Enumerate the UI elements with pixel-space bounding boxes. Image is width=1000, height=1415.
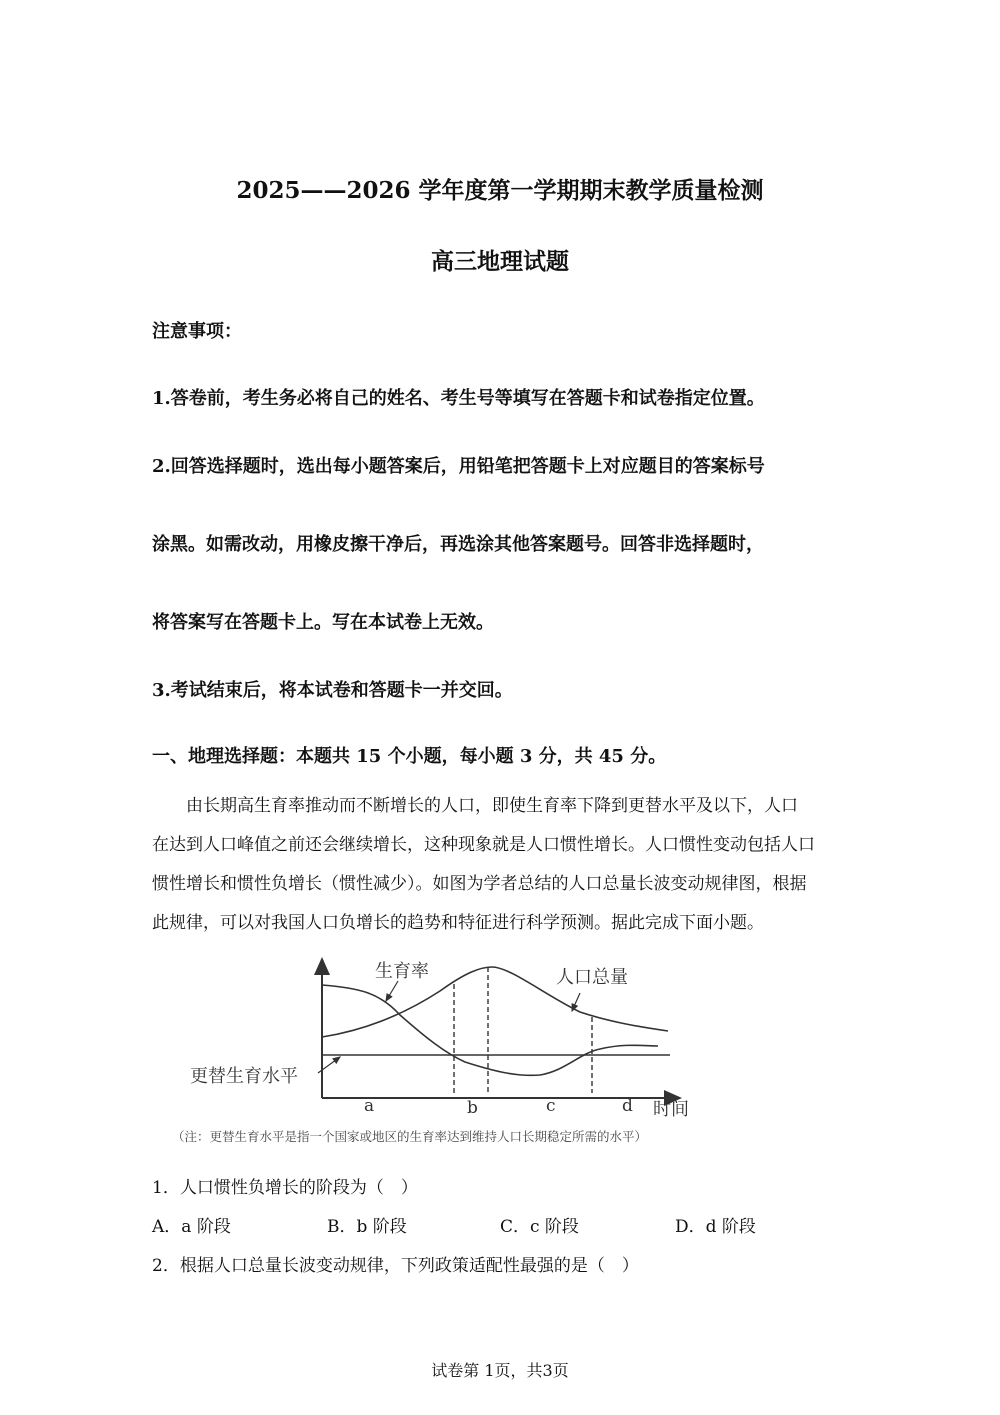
notice-item-2-line-2: 涂黑。如需改动，用橡皮擦干净后，再选涂其他答案题号。回答非选择题时，: [152, 534, 764, 555]
exam-subtitle: 高三地理试题: [431, 248, 569, 275]
notice-item-1: 1.答卷前，考生务必将自己的姓名、考生号等填写在答题卡和试卷指定位置。: [152, 388, 765, 409]
population-label: 人口总量: [556, 967, 628, 988]
stage-b-label: b: [467, 1098, 478, 1118]
page-footer: 试卷第 1页，共3页: [431, 1361, 569, 1380]
notice-item-3: 3.考试结束后，将本试卷和答题卡一并交回。: [152, 680, 513, 701]
passage-line-4: 此规律，可以对我国人口负增长的趋势和特征进行科学预测。据此完成下面小题。: [152, 913, 764, 933]
exam-title: 2025——2026 学年度第一学期期末教学质量检测: [236, 177, 764, 204]
question-2: 2．根据人口总量长波变动规律，下列政策适配性最强的是（ ）: [152, 1256, 639, 1276]
notice-item-2-line-1: 2.回答选择题时，选出每小题答案后，用铅笔把答题卡上对应题目的答案标号: [152, 456, 765, 477]
passage-line-2: 在达到人口峰值之前还会继续增长，这种现象就是人口惯性增长。人口惯性变动包括人口: [152, 835, 815, 855]
notice-item-2-line-3: 将答案写在答题卡上。写在本试卷上无效。: [152, 612, 494, 633]
passage-line-1: 由长期高生育率推动而不断增长的人口，即使生育率下降到更替水平及以下，人口: [186, 796, 798, 816]
birth-rate-curve: [322, 985, 658, 1075]
q1-option-d: D．d 阶段: [675, 1217, 756, 1237]
time-axis-label: 时间: [653, 1099, 689, 1120]
passage-line-3: 惯性增长和惯性负增长（惯性减少）。如图为学者总结的人口总量长波变动规律图，根据: [152, 874, 807, 894]
population-pointer: [572, 993, 580, 1011]
population-wave-diagram: [0, 945, 1000, 1155]
birth-rate-label: 生育率: [375, 961, 429, 982]
stage-a-label: a: [364, 1096, 375, 1116]
q1-option-b: B．b 阶段: [327, 1217, 407, 1237]
notice-heading: 注意事项：: [152, 321, 242, 342]
question-1: 1．人口惯性负增长的阶段为（ ）: [152, 1178, 418, 1198]
q1-option-c: C．c 阶段: [500, 1217, 579, 1237]
q1-option-a: A．a 阶段: [152, 1217, 231, 1237]
stage-c-label: c: [546, 1096, 556, 1116]
section-heading: 一、地理选择题：本题共 15 个小题，每小题 3 分，共 45 分。: [152, 746, 667, 767]
birth-rate-pointer: [386, 981, 398, 1001]
replacement-level-label: 更替生育水平: [190, 1066, 298, 1087]
stage-d-label: d: [622, 1096, 633, 1116]
passage: [152, 787, 842, 943]
figure-note: （注：更替生育水平是指一个国家或地区的生育率达到维持人口长期稳定所需的水平）: [172, 1129, 648, 1144]
